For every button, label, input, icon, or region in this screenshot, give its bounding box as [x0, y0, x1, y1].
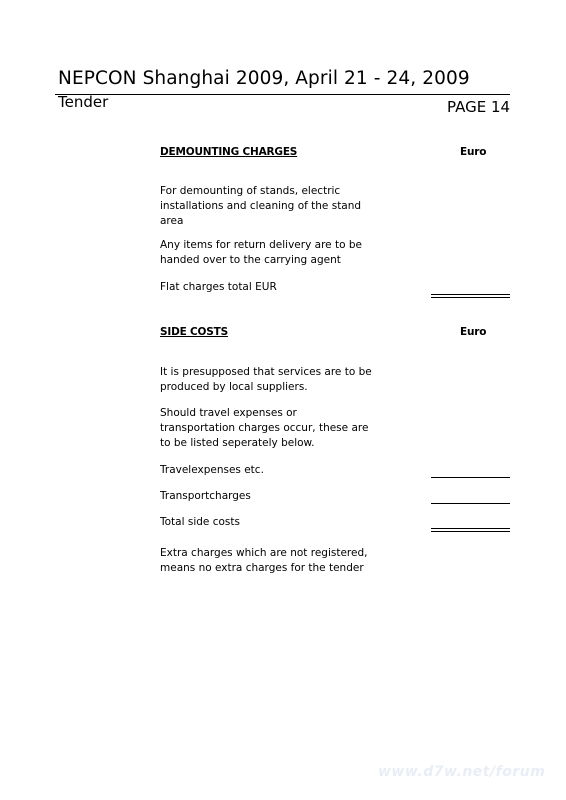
demounting-currency-label: Euro [460, 146, 487, 158]
total-side-costs-field [431, 528, 510, 532]
side-costs-heading: SIDE COSTS [160, 326, 228, 338]
demounting-heading: DEMOUNTING CHARGES [160, 146, 298, 158]
flat-charges-total-field [431, 294, 510, 298]
flat-charges-label: Flat charges total EUR [160, 281, 277, 293]
travel-expenses-label: Travelexpenses etc. [160, 464, 264, 476]
side-costs-currency-label: Euro [460, 326, 487, 338]
total-side-costs-label: Total side costs [160, 516, 240, 528]
return-delivery-note: Any items for return delivery are to be handed over to the carrying agent [160, 239, 362, 266]
extra-charges-note: Extra charges which are not registered, means no extra charges for the tender [160, 547, 368, 574]
travel-expenses-note: Should travel expenses or transportation charges occur, these are to be listed seperately below. [160, 407, 369, 449]
transport-charges-field [431, 503, 510, 504]
local-suppliers-note: It is presupposed that services are to be produced by local suppliers. [160, 366, 372, 393]
travel-expenses-field [431, 477, 510, 478]
document-title: NEPCON Shanghai 2009, April 21 - 24, 2009 [58, 68, 470, 89]
document-subtitle: Tender [58, 93, 109, 111]
header-rule [55, 94, 510, 95]
transport-charges-label: Transportcharges [160, 490, 251, 502]
watermark: www.d7w.net/forum [378, 764, 546, 780]
demounting-item-description: For demounting of stands, electric installations and cleaning of the stand area [160, 185, 362, 227]
page-number: PAGE 14 [447, 98, 511, 116]
